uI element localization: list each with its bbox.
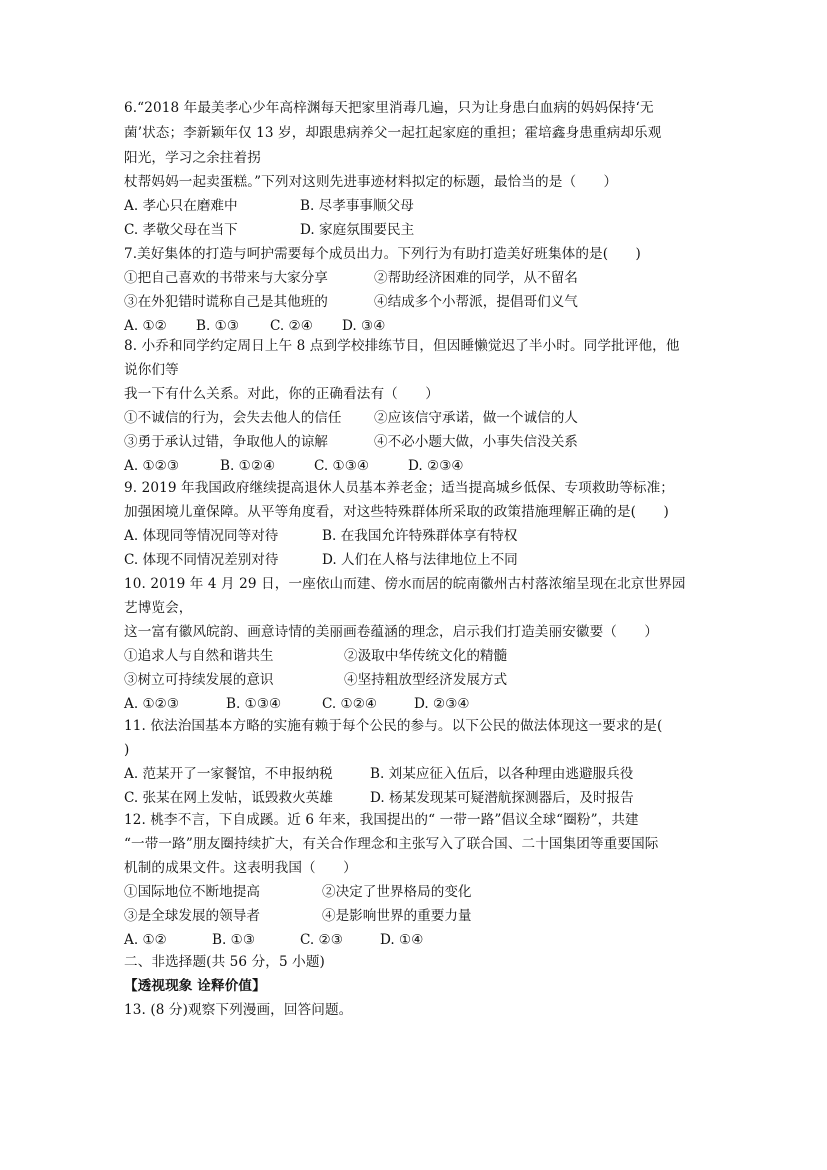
q10-item-1: ①追求人与自然和谐共生	[124, 648, 274, 664]
q9-option-c: C. 体现不同情况差别对待	[124, 552, 279, 568]
q8-line1: 8. 小乔和同学约定周日上午 8 点到学校排练节目，但因睡懒觉迟了半小时。同学批评他，他	[124, 338, 680, 354]
q7-item-4: ④结成多个小帮派，提倡哥们义气	[374, 294, 578, 310]
q10-item-4: ④坚持粗放型经济发展方式	[344, 672, 508, 688]
q9-option-b: B. 在我国允许特殊群体享有特权	[322, 528, 518, 544]
q9-option-d: D. 人们在人格与法律地位上不同	[322, 552, 518, 568]
q11-line2: )	[124, 742, 130, 758]
q12-item-4: ④是影响世界的重要力量	[322, 908, 472, 924]
q6-line3: 阳光，学习之余拄着拐	[124, 150, 261, 166]
q11-line1: 11. 依法治国基本方略的实施有赖于每个公民的参与。以下公民的做法体现这一要求的是(	[124, 718, 663, 734]
q10-option-a: A. ①②③	[124, 696, 180, 712]
q12-line1: 12. 桃李不言，下自成蹊。近 6 年来，我国提出的“ 一带一路”倡议全球“圈粉”，共建	[124, 812, 639, 828]
q12-item-2: ②决定了世界格局的变化	[322, 884, 472, 900]
q8-option-b: B. ①②④	[220, 458, 276, 474]
q13-stem: 13. (8 分)观察下列漫画，回答问题。	[124, 1002, 353, 1018]
q7-option-d: D. ③④	[342, 318, 386, 334]
q7-item-2: ②帮助经济困难的同学，从不留名	[374, 270, 578, 286]
q8-option-c: C. ①③④	[314, 458, 370, 474]
q6-option-a: A. 孝心只在磨难中	[124, 198, 238, 214]
q6-option-c: C. 孝敬父母在当下	[124, 222, 238, 238]
q8-line3: 我一下有什么关系。对此，你的正确看法有（ ）	[124, 386, 439, 402]
q10-item-2: ②汲取中华传统文化的精髓	[344, 648, 508, 664]
q10-option-d: D. ②③④	[414, 696, 470, 712]
q12-item-3: ③是全球发展的领导者	[124, 908, 260, 924]
section-2-subtitle: 【透视现象 诠释价值】	[124, 978, 266, 994]
q11-option-c: C. 张某在网上发帖，诋毁救火英雄	[124, 790, 333, 806]
q6-option-b: B. 尽孝事事顺父母	[300, 198, 414, 214]
q6-line4: 杖帮妈妈一起卖蛋糕。”下列对这则先进事迹材料拟定的标题，最恰当的是（ ）	[124, 174, 618, 190]
q10-item-3: ③树立可持续发展的意识	[124, 672, 274, 688]
q7-item-3: ③在外犯错时谎称自己是其他班的	[124, 294, 328, 310]
q11-option-d: D. 杨某发现某可疑潜航探测器后，及时报告	[370, 790, 634, 806]
q6-line2: 菌’状态；李新颖年仅 13 岁，却跟患病养父一起扛起家庭的重担；霍培鑫身患重病却乐观	[124, 125, 662, 141]
q7-option-b: B. ①③	[196, 318, 240, 334]
q12-option-a: A. ①②	[124, 932, 167, 948]
q8-line2: 说你们等	[124, 362, 179, 378]
q6-line1: 6.“2018 年最美孝心少年高梓渊每天把家里消毒几遍，只为让身患白血病的妈妈保持‘无	[124, 100, 654, 116]
q8-item-2: ②应该信守承诺，做一个诚信的人	[374, 410, 578, 426]
q8-item-3: ③勇于承认过错，争取他人的谅解	[124, 434, 328, 450]
q8-item-1: ①不诚信的行为，会失去他人的信任	[124, 410, 342, 426]
q9-option-a: A. 体现同等情况同等对待	[124, 528, 279, 544]
q7-option-c: C. ②④	[270, 318, 313, 334]
q8-option-d: D. ②③④	[408, 458, 464, 474]
q7-item-1: ①把自己喜欢的书带来与大家分享	[124, 270, 328, 286]
q10-line1: 10. 2019 年 4 月 29 日，一座依山而建、傍水而居的皖南徽州古村落浓缩呈现在北京世界园	[124, 576, 686, 592]
q11-option-b: B. 刘某应征入伍后，以各种理由逃避服兵役	[370, 766, 634, 782]
q9-line2: 加强困境儿童保障。从平等角度看，对这些特殊群体所采取的政策措施理解正确的是( )	[124, 504, 669, 520]
q7-stem: 7.美好集体的打造与呵护需要每个成员出力。下列行为有助打造美好班集体的是( )	[124, 246, 641, 262]
q8-item-4: ④不必小题大做，小事失信没关系	[374, 434, 578, 450]
q12-item-1: ①国际地位不断地提高	[124, 884, 260, 900]
q10-line2: 艺博览会，	[124, 600, 193, 616]
q11-option-a: A. 范某开了一家餐馆，不申报纳税	[124, 766, 333, 782]
q12-option-c: C. ②③	[300, 932, 343, 948]
q10-line3: 这一富有徽风皖韵、画意诗情的美丽画卷蕴涵的理念，启示我们打造美丽安徽要（ ）	[124, 624, 659, 640]
section-2-title: 二、非选择题(共 56 分，5 小题)	[124, 954, 325, 970]
q12-option-d: D. ①④	[380, 932, 424, 948]
q8-option-a: A. ①②③	[124, 458, 180, 474]
q12-line2: “一带一路”朋友圈持续扩大，有关合作理念和主张写入了联合国、二十国集团等重要国际	[124, 836, 659, 852]
q9-line1: 9. 2019 年我国政府继续提高退休人员基本养老金；适当提高城乡低保、专项救助等标准；	[124, 480, 674, 496]
q10-option-c: C. ①②④	[322, 696, 378, 712]
q10-option-b: B. ①③④	[226, 696, 282, 712]
q12-line3: 机制的成果文件。这表明我国（ ）	[124, 860, 357, 876]
q6-option-d: D. 家庭氛围要民主	[300, 222, 415, 238]
q12-option-b: B. ①③	[212, 932, 256, 948]
q7-option-a: A. ①②	[124, 318, 167, 334]
